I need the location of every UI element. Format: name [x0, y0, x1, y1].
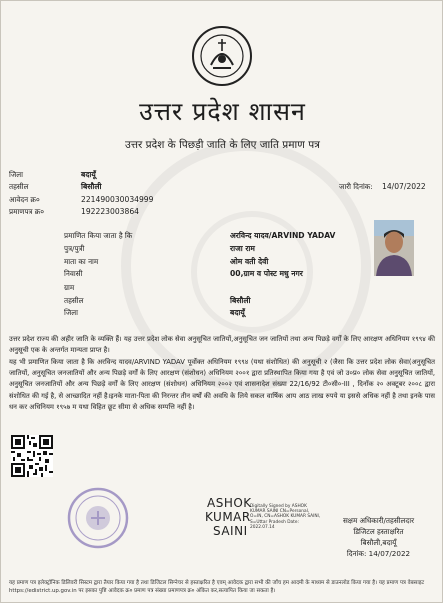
application-number-label: आवेदन क्र०: [9, 195, 40, 204]
resident-value: 00,ग्राम व पोस्ट मधु नगर: [230, 269, 303, 278]
application-number-value: 221490030034999: [81, 195, 154, 204]
caste-statement-paragraph: उत्तर प्रदेश राज्य की अहीर जाति के व्यक्ति हैं। यह उत्तर प्रदेश लोक सेवा अनुसूचित जातियों,अनुसूचित जन जातियों तथा अन्य पिछड़े वर्गों के लिए आरक्षण अधिनियम १९९४ की अनुसूची एक के अन्तर्गत मान्यता प्राप्त है।: [9, 335, 435, 355]
authority-digitally-signed: डिजिटल हस्ताक्षरित: [353, 527, 404, 536]
signatory-name-line2: KUMAR: [205, 510, 251, 524]
mother-name-label: माता का नाम: [64, 257, 99, 266]
up-government-emblem-icon: [191, 25, 253, 87]
district-label: जिला: [9, 170, 23, 179]
resident-label: निवासी: [64, 269, 83, 278]
issue-date-value: 14/07/2022: [382, 182, 426, 191]
applicant-district-value: बदायूँ: [230, 308, 245, 317]
authority-designation: सक्षम अधिकारी/तहसीलदार: [342, 516, 415, 525]
certificate-number-value: 192223003864: [81, 207, 139, 216]
certificate-authority-title: उत्तर प्रदेश शासन: [139, 97, 306, 126]
issue-date-label: जारी दिनांक:: [339, 182, 373, 191]
signatory-name-line3: SAINI: [213, 524, 248, 538]
certified-name-label: प्रमाणित किया जाता है कि: [64, 231, 133, 240]
village-label: ग्राम: [64, 283, 75, 292]
rubber-stamp-icon: [67, 487, 129, 549]
mother-name-value: ओम वती देवी: [230, 257, 269, 266]
district-value: बदायूँ: [81, 170, 96, 179]
digital-signature-details: Digitally Signed by ASHOK KUMAR SAINI CN=Personal, O=IN, CN=ASHOK KUMAR SAINI, S=Uttar Pradesh Date: 2022.07.14: [250, 504, 321, 530]
applicant-photo: [374, 220, 414, 276]
certificate-subtitle: उत्तर प्रदेश के पिछड़ी जाति के लिए जाति प्रमाण पत्र: [125, 139, 320, 151]
certificate-number-label: प्रमाणपत्र क्र०: [9, 207, 45, 216]
qr-code-icon: [11, 435, 53, 477]
authority-location: बिसौली,बदायूँ: [360, 538, 397, 547]
applicant-tehsil-value: बिसौली: [230, 296, 251, 305]
father-name-value: राजा राम: [230, 244, 255, 253]
tehsil-label: तहसील: [9, 182, 29, 191]
applicant-photo-icon: [374, 220, 414, 276]
footer-note: यह प्रमाण पत्र इलेक्ट्रॉनिक डिलिवरी सिस्टम द्वारा तैयार किया गया है तथा डिजिटल सिग्नेचर से हस्ताक्षरित है एवम् आवेदक द्वारा सभी की जाँच हम आदमी के माध्यम से डाउनलोड किया गया है। यह प्रमाण पत्र वेबसाइट https://edistrict.up.gov.in पर इसका पुष्टि आवेदक क्र० प्रमाण पत्र संख्या प्रमाणपत्र क्र० अंकित कर,सत्यापित किया जा सकता है।: [9, 580, 425, 594]
father-name-label: पुत्र/पुत्री: [64, 244, 85, 253]
tehsil-value: बिसौली: [81, 182, 102, 191]
signatory-name-line1: ASHOK: [207, 496, 252, 510]
certified-name-value: अरविन्द यादव/ARVIND YADAV: [230, 231, 336, 240]
eligibility-statement-paragraph: यह भी प्रमाणित किया जाता है कि अरविन्द यादव/ARVIND YADAV पूर्वोक्त अधिनियम १९९४ (यथा संशोधित) की अनुसूची २ (जैसा कि उत्तर प्रदेश लोक सेवा(अनुसूचित जातियों, अनुसूचित जनजातियों और अन्य पिछड़े वर्गों के लिए आरक्षण (संशोधन) अधिनियम २००१ द्वारा प्रतिस्थापित किया गया है एवं जो उ०प्र० लोक सेवा अनुसूचित जातियों, अनुसूचित जनजातियों और अन्य पिछड़े वर्गों के लिए आरक्षण (संशोधन) अधिनियम २००२ एवं शासनादेश संख्या 22/16/92 टी०सी०-III , दिनाँक २० अक्टूबर २००८ द्वारा संशोधित की गई है, से आच्छादित नहीं है।इनके माता-पिता की निरन्तर तीन वर्षों की अवधि के लिये सकल वार्षिक आय आठ लाख रुपये या इससे अधिक नहीं है तथा इनके पास धन कर अधिनियम १९५७ म यथा विहित छूट सीमा से अधिक सम्पत्ति नहीं है।: [9, 358, 435, 411]
authority-date: दिनांक: 14/07/2022: [346, 549, 411, 558]
applicant-tehsil-label: तहसील: [64, 296, 84, 305]
applicant-district-label: जिला: [64, 308, 78, 317]
